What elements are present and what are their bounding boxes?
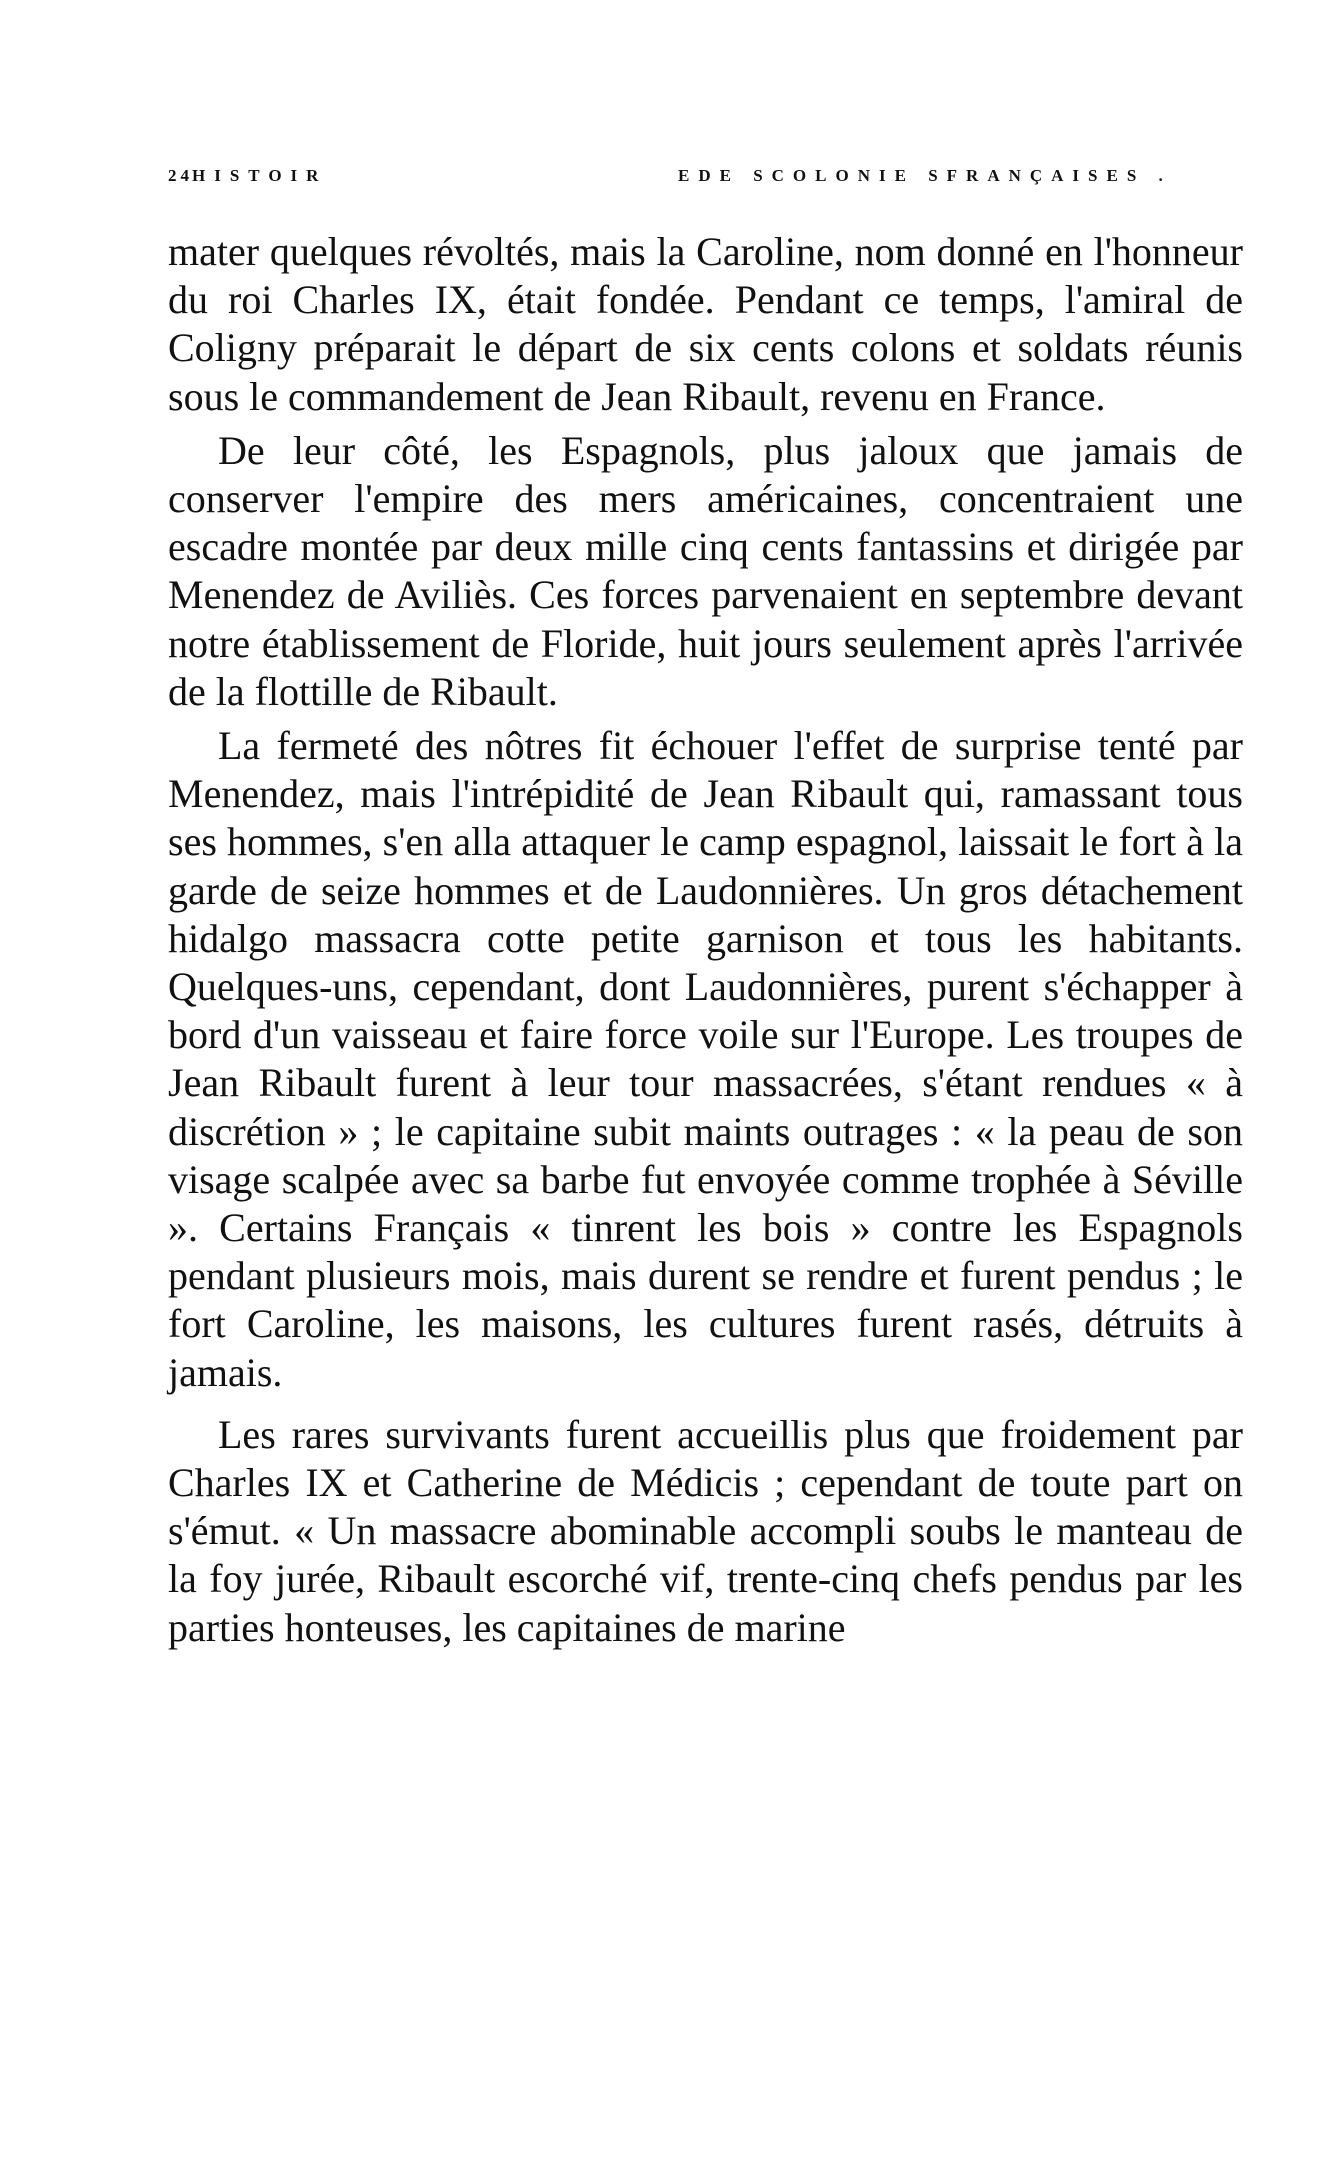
paragraph-3: La fermeté des nôtres fit échouer l'effet de surprise tenté par Menendez, mais l'intrépidité de Jean Ribault qui, ramassant tous ses hommes, s'en alla attaquer le camp espagnol, laissait le fort à la garde de seize hommes et de Laudonnières. Un gros détachement hidalgo massacra cotte petite garnison et tous les habitants. Quelques-uns, cependant, dont Laudonnières, purent s'échapper à bord d'un vaisseau et faire force voile sur l'Europe. Les troupes de Jean Ribault furent à leur tour massacrées, s'étant rendues « à discrétion » ; le capitaine subit maints outrages : « la peau de son visage scalpée avec sa barbe fut envoyée comme trophée à Séville ». Certains Français « tinrent les bois » contre les Espagnols pendant plusieurs mois, mais durent se rendre et furent pendus ; le fort Caroline, les maisons, les cultures furent rasés, détruits à jamais. [168, 723, 1243, 1395]
body-text [168, 228, 1243, 1652]
running-head [168, 166, 1243, 190]
page-number: 24 [168, 166, 193, 185]
running-head-left: HISTOIR [192, 166, 328, 185]
running-head-right: EDE SCOLONIE SFRANÇAISES . [678, 166, 1172, 185]
paragraph-2: De leur côté, les Espagnols, plus jaloux que jamais de conserver l'empire des mers américaines, concentraient une escadre montée par deux mille cinq cents fantassins et dirigée par Menendez de Aviliès. Ces forces parvenaient en septembre devant notre établissement de Floride, huit jours seulement après l'arrivée de la flottille de Ribault. [168, 427, 1243, 714]
paragraph-1: mater quelques révoltés, mais la Caroline, nom donné en l'honneur du roi Charles IX, était fondée. Pendant ce temps, l'amiral de Coligny préparait le départ de six cents colons et soldats réunis sous le commandement de Jean Ribault, revenu en France. [168, 229, 1243, 419]
paragraph-4: Les rares survivants furent accueillis plus que froidement par Charles IX et Catherine de Médicis ; cependant de toute part on s'émut. « Un massacre abominable accompli soubs le manteau de la foy jurée, Ribault escorché vif, trente-cinq chefs pendus par les parties honteuses, les capitaines de marine [168, 1411, 1243, 1650]
